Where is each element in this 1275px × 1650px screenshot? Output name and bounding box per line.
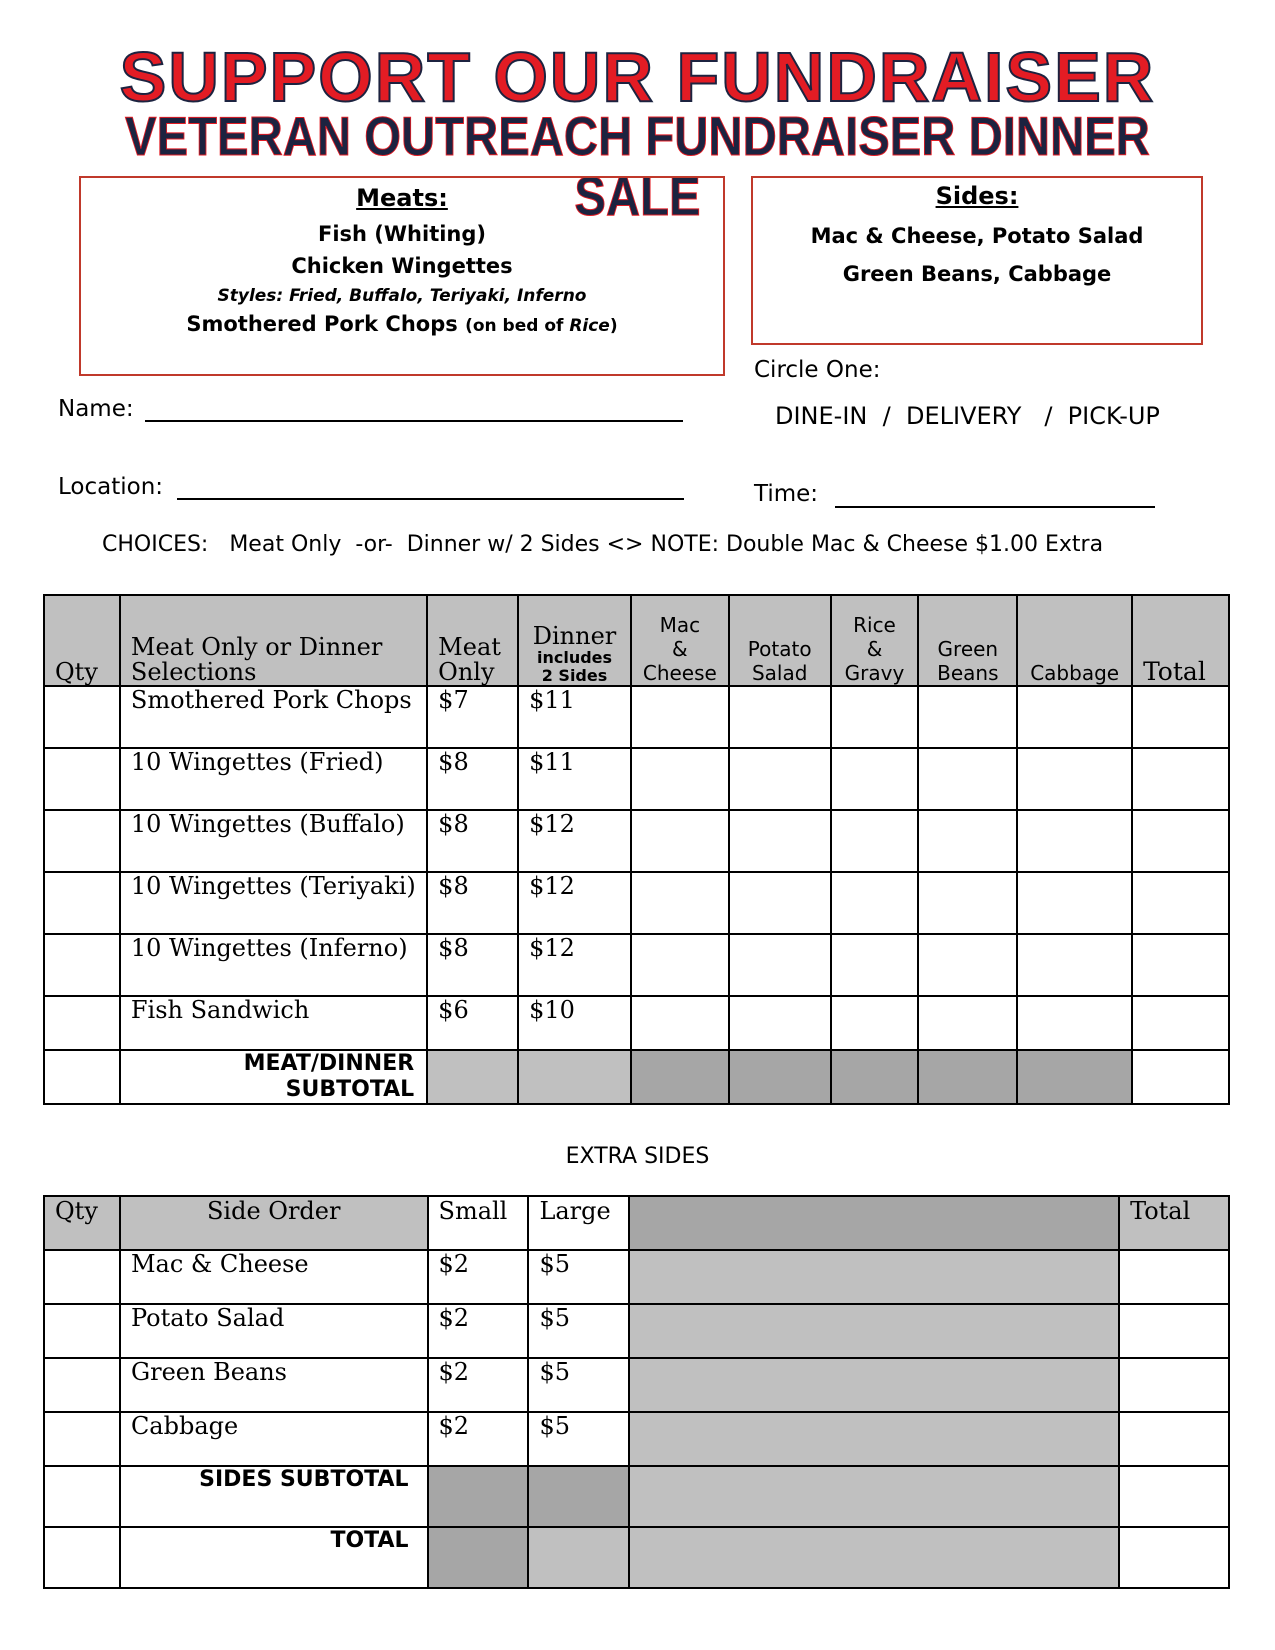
header-selection-line1: Meat Only or Dinner — [130, 633, 383, 661]
side-small-price-cell-text: $2 — [438, 1304, 470, 1332]
row-total-cell[interactable] — [1132, 996, 1229, 1050]
side-large-price-cell — [528, 1304, 629, 1358]
mac-cheese-cell[interactable] — [631, 996, 729, 1050]
row-total-cell[interactable] — [1132, 748, 1229, 810]
side-total-cell[interactable] — [1119, 1304, 1229, 1358]
meat-price-cell-text: $8 — [438, 934, 469, 962]
meat-price-cell-text: $7 — [438, 686, 469, 714]
extra-sides-table — [43, 1195, 1230, 1589]
side-blank-cell — [629, 1412, 1119, 1466]
selection-cell-text: 10 Wingettes (Inferno) — [130, 934, 408, 962]
selection-cell — [120, 686, 427, 748]
grand-total-shaded-cell — [528, 1527, 629, 1588]
side-row — [44, 1358, 1229, 1412]
meat-price-cell-text: $8 — [438, 872, 469, 900]
dinner-price-cell — [518, 934, 631, 996]
selection-cell — [120, 934, 427, 996]
grand-total-shaded-cell — [428, 1527, 529, 1588]
header-meat-line2: Only — [438, 658, 495, 686]
potato-salad-cell[interactable] — [729, 810, 831, 872]
rice-gravy-cell[interactable] — [831, 996, 919, 1050]
header-qty-label: Qty — [55, 658, 98, 686]
meat-item-fish: Fish (Whiting) — [317, 222, 487, 246]
sides-header: Sides: — [935, 182, 1019, 210]
choices-note: CHOICES: Meat Only -or- Dinner w/ 2 Sides <> NOTE: Double Mac & Cheese $1.00 Extra — [102, 532, 1104, 557]
header-rice-gravy — [831, 595, 919, 686]
cabbage-cell[interactable] — [1017, 748, 1132, 810]
dinner-price-cell — [518, 810, 631, 872]
meats-box — [79, 176, 725, 376]
sides-header-small-label: Small — [438, 1197, 508, 1225]
dinner-price-cell-text: $11 — [529, 748, 575, 776]
meat-price-cell — [427, 748, 518, 810]
side-large-price-cell — [528, 1358, 629, 1412]
cabbage-cell[interactable] — [1017, 934, 1132, 996]
porkchops-note-c: ) — [609, 316, 618, 336]
meats-header: Meats: — [356, 184, 448, 212]
side-name-cell — [120, 1304, 428, 1358]
header-rice-line3: Gravy — [844, 661, 905, 685]
header-total — [1132, 595, 1229, 686]
side-small-price-cell — [428, 1304, 529, 1358]
qty-cell[interactable] — [44, 872, 120, 934]
header-dinner-sub1: includes — [536, 648, 613, 667]
porkchops-note-b: Rice — [569, 316, 610, 336]
side-blank-cell — [629, 1358, 1119, 1412]
sides-subtotal-blank-cell — [629, 1466, 1119, 1527]
grand-total-row — [44, 1527, 1229, 1588]
qty-cell[interactable] — [44, 748, 120, 810]
mac-cheese-cell[interactable] — [631, 810, 729, 872]
side-small-price-cell-text: $2 — [438, 1358, 470, 1386]
header-meat-only — [427, 595, 518, 686]
header-dinner — [518, 595, 631, 686]
location-label: Location: — [58, 474, 164, 500]
selection-cell-text: 10 Wingettes (Fried) — [130, 748, 384, 776]
sides-subtotal-total-cell[interactable] — [1119, 1466, 1229, 1527]
side-total-cell[interactable] — [1119, 1250, 1229, 1304]
page-subtitle: VETERAN OUTREACH FUNDRAISER DINNER SALE — [125, 105, 1150, 227]
location-field[interactable] — [177, 498, 684, 500]
side-name-cell — [120, 1412, 428, 1466]
meat-price-cell — [427, 996, 518, 1050]
selection-cell-text: Fish Sandwich — [130, 996, 310, 1024]
rice-gravy-cell[interactable] — [831, 748, 919, 810]
mac-cheese-cell[interactable] — [631, 934, 729, 996]
menu-row — [44, 934, 1229, 996]
header-dinner-sub2: 2 Sides — [541, 666, 608, 685]
header-meat-line1: Meat — [438, 633, 501, 661]
dinner-price-cell-text: $10 — [529, 996, 575, 1024]
meat-price-cell — [427, 934, 518, 996]
side-large-price-cell-text: $5 — [539, 1412, 570, 1440]
green-beans-cell[interactable] — [918, 934, 1017, 996]
subtotal-shaded-cell — [729, 1050, 831, 1104]
header-dinner-label: Dinner — [532, 622, 617, 650]
header-mac-line1: Mac — [659, 613, 701, 637]
side-small-price-cell-text: $2 — [438, 1412, 470, 1440]
header-total-label: Total — [1143, 657, 1206, 686]
green-beans-cell[interactable] — [918, 810, 1017, 872]
name-label: Name: — [58, 396, 134, 422]
header-green-beans — [918, 595, 1017, 686]
extra-sides-title: EXTRA SIDES — [565, 1144, 710, 1169]
order-options[interactable]: DINE-IN / DELIVERY / PICK-UP — [775, 402, 1160, 430]
side-name-cell — [120, 1250, 428, 1304]
menu-row — [44, 748, 1229, 810]
potato-salad-cell[interactable] — [729, 934, 831, 996]
sides-subtotal-qty-cell[interactable] — [44, 1466, 120, 1527]
side-row — [44, 1250, 1229, 1304]
side-row — [44, 1412, 1229, 1466]
side-total-cell[interactable] — [1119, 1358, 1229, 1412]
selection-cell-text: 10 Wingettes (Teriyaki) — [130, 872, 416, 900]
dinner-price-cell-text: $12 — [529, 872, 575, 900]
dinner-price-cell-text: $12 — [529, 810, 575, 838]
side-qty-cell[interactable] — [44, 1250, 120, 1304]
header-selection-line2: Selections — [130, 658, 257, 686]
side-small-price-cell — [428, 1250, 529, 1304]
meat-price-cell-text: $8 — [438, 810, 469, 838]
subtotal-shaded-cell — [631, 1050, 729, 1104]
meat-price-cell-text: $8 — [438, 748, 469, 776]
green-beans-cell[interactable] — [918, 996, 1017, 1050]
side-name-cell-text: Mac & Cheese — [130, 1250, 309, 1278]
subtotal-label-line1: MEAT/DINNER — [243, 1051, 415, 1076]
dinner-price-cell — [518, 686, 631, 748]
header-potato-salad — [729, 595, 831, 686]
header-selection — [120, 595, 427, 686]
side-small-price-cell-text: $2 — [438, 1250, 470, 1278]
qty-cell[interactable] — [44, 934, 120, 996]
rice-gravy-cell[interactable] — [831, 810, 919, 872]
side-qty-cell[interactable] — [44, 1304, 120, 1358]
selection-cell-text: 10 Wingettes (Buffalo) — [130, 810, 405, 838]
side-large-price-cell-text: $5 — [539, 1304, 570, 1332]
row-total-cell[interactable] — [1132, 686, 1229, 748]
qty-cell[interactable] — [44, 810, 120, 872]
header-rice-line2: & — [866, 637, 883, 661]
qty-cell[interactable] — [44, 996, 120, 1050]
grand-total-qty-cell[interactable] — [44, 1527, 120, 1588]
side-large-price-cell-text: $5 — [539, 1250, 570, 1278]
subtotal-qty-cell[interactable] — [44, 1050, 120, 1104]
dinner-price-cell — [518, 996, 631, 1050]
mac-cheese-cell[interactable] — [631, 872, 729, 934]
subtotal-shaded-cell — [918, 1050, 1017, 1104]
side-qty-cell[interactable] — [44, 1412, 120, 1466]
subtotal-shaded-cell — [831, 1050, 919, 1104]
selection-cell — [120, 810, 427, 872]
green-beans-cell[interactable] — [918, 748, 1017, 810]
potato-salad-cell[interactable] — [729, 996, 831, 1050]
side-total-cell[interactable] — [1119, 1412, 1229, 1466]
sides-header-qty-label: Qty — [55, 1197, 98, 1225]
subtotal-label-line2: SUBTOTAL — [285, 1077, 415, 1102]
cabbage-cell[interactable] — [1017, 872, 1132, 934]
rice-gravy-cell[interactable] — [831, 686, 919, 748]
sides-header-blank — [629, 1196, 1119, 1250]
mac-cheese-cell[interactable] — [631, 686, 729, 748]
circle-one-label: Circle One: — [754, 357, 881, 383]
rice-gravy-cell[interactable] — [831, 934, 919, 996]
sides-subtotal-shaded-cell — [428, 1466, 529, 1527]
dinner-price-cell — [518, 872, 631, 934]
green-beans-cell[interactable] — [918, 872, 1017, 934]
green-beans-cell[interactable] — [918, 686, 1017, 748]
mac-cheese-cell[interactable] — [631, 748, 729, 810]
sides-header-side — [120, 1196, 428, 1250]
potato-salad-cell[interactable] — [729, 872, 831, 934]
header-qty — [44, 595, 120, 686]
side-qty-cell[interactable] — [44, 1358, 120, 1412]
side-name-cell-text: Green Beans — [130, 1358, 287, 1386]
side-large-price-cell — [528, 1412, 629, 1466]
selection-cell — [120, 996, 427, 1050]
sides-subtotal-label: SIDES SUBTOTAL — [199, 1467, 409, 1492]
side-blank-cell — [629, 1250, 1119, 1304]
dinner-price-cell-text: $12 — [529, 934, 575, 962]
meat-price-cell-text: $6 — [438, 996, 469, 1024]
side-name-cell — [120, 1358, 428, 1412]
subtotal-shaded-cell — [1017, 1050, 1132, 1104]
time-field[interactable] — [835, 506, 1155, 508]
row-total-cell[interactable] — [1132, 934, 1229, 996]
header-green-line1: Green — [937, 637, 999, 661]
header-rice-line1: Rice — [853, 613, 896, 637]
cabbage-cell[interactable] — [1017, 810, 1132, 872]
sides-line-2: Green Beans, Cabbage — [842, 262, 1112, 286]
grand-total-value-cell[interactable] — [1119, 1527, 1229, 1588]
meat-price-cell — [427, 686, 518, 748]
menu-row — [44, 996, 1229, 1050]
side-row — [44, 1304, 1229, 1358]
row-total-cell[interactable] — [1132, 810, 1229, 872]
side-name-cell-text: Cabbage — [130, 1412, 239, 1440]
meat-price-cell — [427, 810, 518, 872]
side-large-price-cell — [528, 1250, 629, 1304]
header-potato-line1: Potato — [747, 637, 812, 661]
header-mac-line3: Cheese — [642, 661, 717, 685]
side-small-price-cell — [428, 1358, 529, 1412]
menu-row — [44, 810, 1229, 872]
meat-item-porkchops — [81, 312, 723, 336]
sides-table-header — [44, 1196, 1229, 1250]
main-table-header — [44, 595, 1229, 686]
sides-header-large — [528, 1196, 629, 1250]
grand-total-label: TOTAL — [330, 1528, 409, 1553]
subtotal-shaded-cell — [518, 1050, 631, 1104]
sides-header-side-label: Side Order — [206, 1197, 341, 1225]
side-large-price-cell-text: $5 — [539, 1358, 570, 1386]
sides-header-qty — [44, 1196, 120, 1250]
side-blank-cell — [629, 1304, 1119, 1358]
selection-cell — [120, 872, 427, 934]
sides-box — [751, 176, 1203, 345]
qty-cell[interactable] — [44, 686, 120, 748]
sides-header-total-label: Total — [1130, 1197, 1191, 1225]
main-order-table — [43, 594, 1230, 1105]
grand-total-blank-cell — [629, 1527, 1119, 1588]
subtotal-shaded-cell — [427, 1050, 518, 1104]
selection-cell-text: Smothered Pork Chops — [130, 686, 412, 714]
subtotal-total-cell[interactable] — [1132, 1050, 1229, 1104]
meat-item-porkchops-label: Smothered Pork Chops — [186, 312, 458, 336]
selection-cell — [120, 748, 427, 810]
row-total-cell[interactable] — [1132, 872, 1229, 934]
header-mac-cheese — [631, 595, 729, 686]
potato-salad-cell[interactable] — [729, 748, 831, 810]
grand-total-label-cell — [120, 1527, 428, 1588]
page-title: SUPPORT OUR FUNDRAISER — [119, 38, 1156, 116]
sides-header-total — [1119, 1196, 1229, 1250]
header-green-line2: Beans — [937, 661, 999, 685]
side-name-cell-text: Potato Salad — [130, 1304, 285, 1332]
cabbage-cell[interactable] — [1017, 686, 1132, 748]
meat-dinner-subtotal-row — [44, 1050, 1229, 1104]
sides-line-1: Mac & Cheese, Potato Salad — [810, 224, 1144, 248]
rice-gravy-cell[interactable] — [831, 872, 919, 934]
meat-price-cell — [427, 872, 518, 934]
sides-header-small — [428, 1196, 529, 1250]
dinner-price-cell-text: $11 — [529, 686, 575, 714]
subtotal-label-cell — [120, 1050, 427, 1104]
menu-row — [44, 686, 1229, 748]
porkchops-note-a: (on bed of — [465, 316, 570, 336]
sides-header-large-label: Large — [539, 1197, 611, 1225]
header-potato-line2: Salad — [751, 661, 808, 685]
side-small-price-cell — [428, 1412, 529, 1466]
meat-item-wingettes: Chicken Wingettes — [291, 254, 513, 278]
meat-styles: Styles: Fried, Buffalo, Teriyaki, Inferno — [217, 286, 587, 306]
sides-subtotal-shaded-cell — [528, 1466, 629, 1527]
cabbage-cell[interactable] — [1017, 996, 1132, 1050]
sides-subtotal-label-cell — [120, 1466, 428, 1527]
potato-salad-cell[interactable] — [729, 686, 831, 748]
sides-subtotal-row — [44, 1466, 1229, 1527]
menu-row — [44, 872, 1229, 934]
time-label: Time: — [754, 481, 819, 507]
name-field[interactable] — [145, 420, 683, 422]
header-cabbage-label: Cabbage — [1030, 661, 1120, 685]
header-cabbage — [1017, 595, 1132, 686]
header-mac-line2: & — [672, 637, 688, 661]
dinner-price-cell — [518, 748, 631, 810]
